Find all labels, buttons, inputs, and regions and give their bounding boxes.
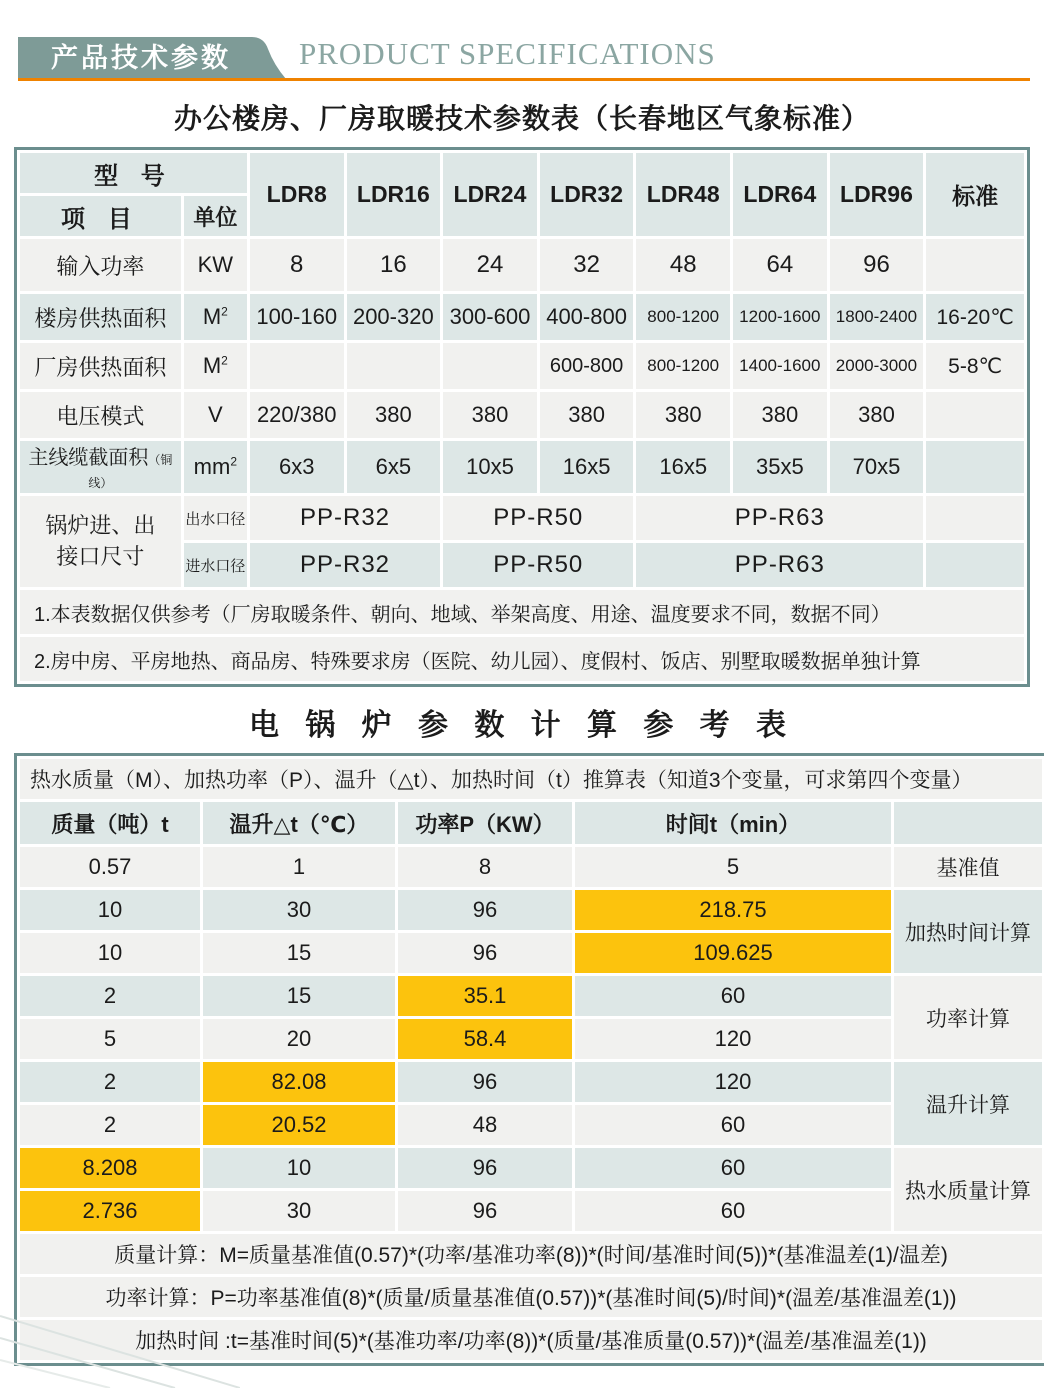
outlet-label: 出水口径 bbox=[184, 496, 247, 540]
table-cell bbox=[347, 343, 441, 389]
row-label-text: 主线缆截面积 bbox=[28, 447, 149, 469]
table-cell: 380 bbox=[540, 392, 634, 438]
table-cell: 96 bbox=[398, 1148, 572, 1188]
column-header: 温升△t（℃） bbox=[203, 802, 395, 844]
table-cell: 96 bbox=[398, 1191, 572, 1231]
table-cell: 8 bbox=[250, 239, 344, 291]
table-cell: 2 bbox=[20, 976, 200, 1016]
table-cell: 380 bbox=[347, 392, 441, 438]
table-row bbox=[20, 976, 1042, 1016]
table-row bbox=[20, 847, 1042, 887]
table-cell: 1 bbox=[203, 847, 395, 887]
table-cell: 32 bbox=[540, 239, 634, 291]
table-cell: 2000-3000 bbox=[830, 343, 924, 389]
highlighted-cell: 20.52 bbox=[203, 1105, 395, 1145]
table-cell: 60 bbox=[575, 976, 891, 1016]
row-label: 电压模式 bbox=[20, 392, 181, 438]
mass-formula: 质量计算：M=质量基准值(0.57)*(功率/基准功率(8))*(时间/基准时间(5))*(基准温差(1)/温差) bbox=[20, 1234, 1042, 1274]
table-cell bbox=[926, 543, 1024, 587]
corner-decoration-icon bbox=[0, 1298, 240, 1388]
table-cell: 10 bbox=[203, 1148, 395, 1188]
section-badge bbox=[18, 37, 286, 79]
table-cell: 300-600 bbox=[443, 294, 537, 340]
table-cell: 10 bbox=[20, 933, 200, 973]
table-cell: 100-160 bbox=[250, 294, 344, 340]
table-row bbox=[20, 933, 1042, 973]
table-cell: 70x5 bbox=[830, 441, 924, 493]
corner-model-header: 型 号 bbox=[20, 153, 247, 193]
table-cell: PP-R50 bbox=[443, 496, 633, 540]
table-cell: 380 bbox=[636, 392, 730, 438]
highlighted-cell: 218.75 bbox=[575, 890, 891, 930]
unit-text: M bbox=[202, 304, 222, 329]
row-label: 楼房供热面积 bbox=[20, 294, 181, 340]
table-row bbox=[20, 343, 1024, 389]
column-header: 质量（吨）t bbox=[20, 802, 200, 844]
table-row bbox=[20, 153, 1024, 193]
table-row bbox=[20, 1062, 1042, 1102]
table-cell: 48 bbox=[636, 239, 730, 291]
table-cell bbox=[926, 496, 1024, 540]
table-cell: 35x5 bbox=[733, 441, 827, 493]
table-cell: 1200-1600 bbox=[733, 294, 827, 340]
row-label-note: （铜线） bbox=[88, 453, 173, 490]
table-cell: 800-1200 bbox=[636, 343, 730, 389]
table-row bbox=[20, 1191, 1042, 1231]
row-label: 厂房供热面积 bbox=[20, 343, 181, 389]
table-cell: PP-R32 bbox=[250, 543, 440, 587]
unit-cell bbox=[184, 441, 247, 493]
inlet-label: 进水口径 bbox=[184, 543, 247, 587]
power-formula: 功率计算：P=功率基准值(8)*(质量/质量基准值(0.57))*(基准时间(5)/时间)*(温差/基准温差(1)) bbox=[20, 1277, 1042, 1317]
table-cell bbox=[250, 343, 344, 389]
table-cell bbox=[926, 441, 1024, 493]
table-cell: 380 bbox=[733, 392, 827, 438]
unit-text: M bbox=[202, 353, 222, 378]
column-header: LDR24 bbox=[443, 153, 537, 236]
table-cell: 10x5 bbox=[443, 441, 537, 493]
table-row bbox=[20, 1234, 1042, 1274]
column-header bbox=[894, 802, 1042, 844]
table-cell: 400-800 bbox=[540, 294, 634, 340]
table-cell: PP-R50 bbox=[443, 543, 633, 587]
badge-title: 产品技术参数 bbox=[51, 43, 231, 73]
table-row bbox=[20, 759, 1042, 799]
table-cell: 96 bbox=[830, 239, 924, 291]
table-cell: 60 bbox=[575, 1105, 891, 1145]
table-cell: 16x5 bbox=[540, 441, 634, 493]
unit-cell bbox=[184, 294, 247, 340]
unit-superscript: 2 bbox=[221, 353, 228, 368]
table-cell: 16-20℃ bbox=[926, 294, 1024, 340]
table-cell: 24 bbox=[443, 239, 537, 291]
table-cell: 15 bbox=[203, 976, 395, 1016]
table-row bbox=[20, 441, 1024, 493]
corner-unit-header: 单位 bbox=[184, 196, 247, 236]
table-cell: 1400-1600 bbox=[733, 343, 827, 389]
table-row bbox=[20, 1019, 1042, 1059]
table-cell: 5 bbox=[575, 847, 891, 887]
table-cell: 600-800 bbox=[540, 343, 634, 389]
table-cell: 0.57 bbox=[20, 847, 200, 887]
table-cell: 64 bbox=[733, 239, 827, 291]
highlighted-cell: 109.625 bbox=[575, 933, 891, 973]
unit-cell: V bbox=[184, 392, 247, 438]
table-cell: 60 bbox=[575, 1148, 891, 1188]
table-cell: 120 bbox=[575, 1019, 891, 1059]
corner-item-header: 项 目 bbox=[20, 196, 181, 236]
table-row bbox=[20, 392, 1024, 438]
group-label: 热水质量计算 bbox=[894, 1148, 1042, 1231]
pipe-label-line1: 锅炉进、出 bbox=[45, 512, 156, 538]
table-row bbox=[20, 1105, 1042, 1145]
page-header bbox=[0, 0, 1044, 81]
table-cell: 6x3 bbox=[250, 441, 344, 493]
table-cell bbox=[443, 343, 537, 389]
time-formula: 加热时间 :t=基准时间(5)*(基准功率/功率(8))*(质量/基准质量(0.57))*(温差/基准温差(1)) bbox=[20, 1320, 1042, 1360]
table-cell: 8 bbox=[398, 847, 572, 887]
unit-text: mm bbox=[193, 454, 231, 479]
table-cell: 48 bbox=[398, 1105, 572, 1145]
table-cell: 6x5 bbox=[347, 441, 441, 493]
accent-divider bbox=[18, 78, 1030, 81]
table-cell: 380 bbox=[830, 392, 924, 438]
table-cell: 96 bbox=[398, 933, 572, 973]
table-cell: 800-1200 bbox=[636, 294, 730, 340]
table-cell: PP-R32 bbox=[250, 496, 440, 540]
table2-title: 电 锅 炉 参 数 计 算 参 考 表 bbox=[248, 709, 795, 742]
highlighted-cell: 2.736 bbox=[20, 1191, 200, 1231]
heating-parameters-table bbox=[14, 147, 1030, 687]
table-cell: 2 bbox=[20, 1062, 200, 1102]
table-cell: 15 bbox=[203, 933, 395, 973]
pipe-label-line2: 接口尺寸 bbox=[56, 543, 145, 569]
table-cell: 30 bbox=[203, 890, 395, 930]
table-row bbox=[20, 294, 1024, 340]
column-header: 功率P（KW） bbox=[398, 802, 572, 844]
column-header: 标准 bbox=[926, 153, 1024, 236]
table-cell: 120 bbox=[575, 1062, 891, 1102]
unit-superscript: 2 bbox=[230, 454, 237, 469]
table-cell: 20 bbox=[203, 1019, 395, 1059]
unit-cell bbox=[184, 343, 247, 389]
unit-cell: KW bbox=[184, 239, 247, 291]
column-header: LDR48 bbox=[636, 153, 730, 236]
column-header: LDR16 bbox=[347, 153, 441, 236]
table-cell: 60 bbox=[575, 1191, 891, 1231]
table-cell bbox=[926, 392, 1024, 438]
table-cell bbox=[926, 239, 1024, 291]
table-cell: 200-320 bbox=[347, 294, 441, 340]
table-cell: PP-R63 bbox=[636, 496, 923, 540]
highlighted-cell: 8.208 bbox=[20, 1148, 200, 1188]
pipe-size-label bbox=[20, 496, 181, 587]
highlighted-cell: 58.4 bbox=[398, 1019, 572, 1059]
table-cell: 10 bbox=[20, 890, 200, 930]
note-1: 1.本表数据仅供参考（厂房取暖条件、朝向、地域、举架高度、用途、温度要求不同，数据不同） bbox=[20, 590, 1024, 634]
table-cell: 16x5 bbox=[636, 441, 730, 493]
column-header: 时间t（min） bbox=[575, 802, 891, 844]
table-cell: 5 bbox=[20, 1019, 200, 1059]
highlighted-cell: 35.1 bbox=[398, 976, 572, 1016]
table-cell: 1800-2400 bbox=[830, 294, 924, 340]
table-row bbox=[20, 1148, 1042, 1188]
table-row bbox=[20, 802, 1042, 844]
table-row bbox=[20, 637, 1024, 681]
group-label: 温升计算 bbox=[894, 1062, 1042, 1145]
column-header: LDR32 bbox=[540, 153, 634, 236]
table1-title: 办公楼房、厂房取暖技术参数表（长春地区气象标准） bbox=[173, 103, 870, 134]
table-row bbox=[20, 239, 1024, 291]
group-label: 基准值 bbox=[894, 847, 1042, 887]
table2-subtitle: 热水质量（M）、加热功率（P）、温升（△t）、加热时间（t）推算表（知道3个变量，可求第四个变量） bbox=[20, 759, 1042, 799]
table-cell: 96 bbox=[398, 890, 572, 930]
unit-superscript: 2 bbox=[221, 304, 228, 319]
table-cell: 220/380 bbox=[250, 392, 344, 438]
group-label: 功率计算 bbox=[894, 976, 1042, 1059]
row-label bbox=[20, 441, 181, 493]
table-cell: 5-8℃ bbox=[926, 343, 1024, 389]
table-cell: PP-R63 bbox=[636, 543, 923, 587]
highlighted-cell: 82.08 bbox=[203, 1062, 395, 1102]
table-cell: 380 bbox=[443, 392, 537, 438]
row-label: 输入功率 bbox=[20, 239, 181, 291]
table-cell: 30 bbox=[203, 1191, 395, 1231]
group-label: 加热时间计算 bbox=[894, 890, 1042, 973]
table-cell: 2 bbox=[20, 1105, 200, 1145]
column-header: LDR96 bbox=[830, 153, 924, 236]
column-header: LDR8 bbox=[250, 153, 344, 236]
table-row bbox=[20, 496, 1024, 540]
column-header: LDR64 bbox=[733, 153, 827, 236]
table-cell: 16 bbox=[347, 239, 441, 291]
table-row bbox=[20, 590, 1024, 634]
boiler-calculation-table bbox=[14, 753, 1044, 1366]
table-row bbox=[20, 890, 1042, 930]
note-2: 2.房中房、平房地热、商品房、特殊要求房（医院、幼儿园）、度假村、饭店、别墅取暖数据单独计算 bbox=[20, 637, 1024, 681]
table-cell: 96 bbox=[398, 1062, 572, 1102]
section-subtitle: PRODUCT SPECIFICATIONS bbox=[299, 36, 716, 71]
